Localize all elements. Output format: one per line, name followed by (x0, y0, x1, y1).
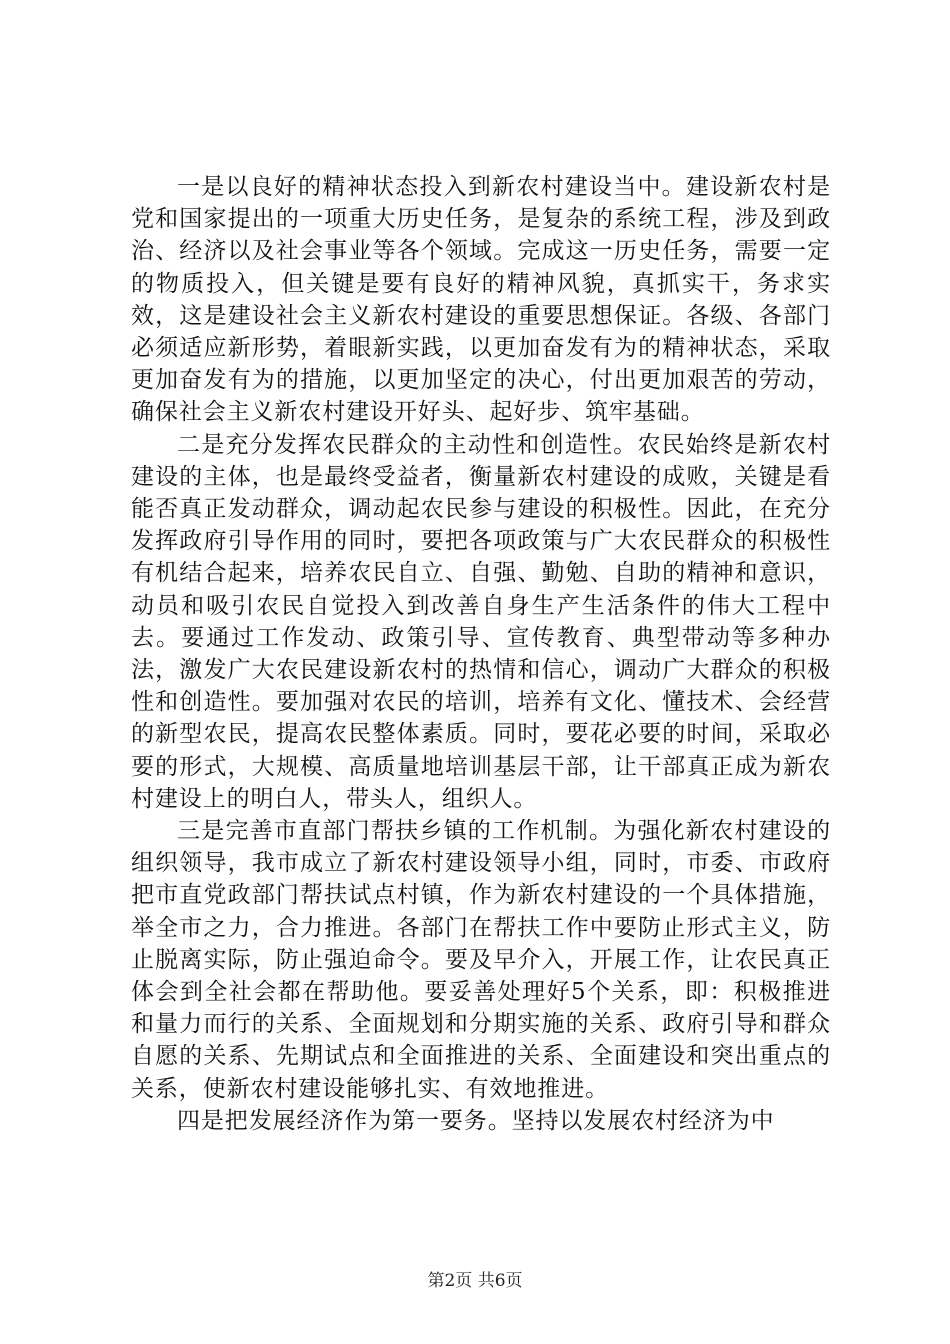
paragraph-assistance-mechanism: 三是完善市直部门帮扶乡镇的工作机制。为强化新农村建设的组织领导，我市成立了新农村建设领导小组，同时，市委、市政府把市直党政部门帮扶试点村镇，作为新农村建设的一个具体措施，举全市之力，合力推进。各部门在帮扶工作中要防止形式主义，防止脱离实际，防止强迫命令。要及早介入，开展工作，让农民真正体会到全社会都在帮助他。要妥善处理好5个关系，即：积极推进和量力而行的关系、全面规划和分期实施的关系、政府引导和群众自愿的关系、先期试点和全面推进的关系、全面建设和突出重点的关系，使新农村建设能够扎实、有效地推进。 (131, 818, 831, 1102)
page-footer: 第2页 共6页 (427, 1271, 523, 1291)
paragraph-spirit: 一是以良好的精神状态投入到新农村建设当中。建设新农村是党和国家提出的一项重大历史任务，是复杂的系统工程，涉及到政治、经济以及社会事业等各个领域。完成这一历史任务，需要一定的物质投入，但关键是要有良好的精神风貌，真抓实干，务求实效，这是建设社会主义新农村建设的重要思想保证。各级、各部门必须适应新形势，着眼新实践，以更加奋发有为的精神状态，采取更加奋发有为的措施，以更加坚定的决心，付出更加艰苦的劳动，确保社会主义新农村建设开好头、起好步、筑牢基础。 (131, 174, 831, 426)
paragraph-farmers-initiative: 二是充分发挥农民群众的主动性和创造性。农民始终是新农村建设的主体，也是最终受益者，衡量新农村建设的成败，关键是看能否真正发动群众，调动起农民参与建设的积极性。因此，在充分发挥政府引导作用的同时，要把各项政策与广大农民群众的积极性有机结合起来，培养农民自立、自强、勤勉、自助的精神和意识，动员和吸引农民自觉投入到改善自身生产生活条件的伟大工程中去。要通过工作发动、政策引导、宣传教育、典型带动等多种办法，激发广大农民建设新农村的热情和信心，调动广大群众的积极性和创造性。要加强对农民的培训，培养有文化、懂技术、会经营的新型农民，提高农民整体素质。同时，要花必要的时间，采取必要的形式，大规模、高质量地培训基层干部，让干部真正成为新农村建设上的明白人，带头人，组织人。 (131, 431, 831, 812)
document-body (131, 171, 831, 1137)
paragraph-economic-development: 四是把发展经济作为第一要务。坚持以发展农村经济为中 (177, 1107, 775, 1134)
